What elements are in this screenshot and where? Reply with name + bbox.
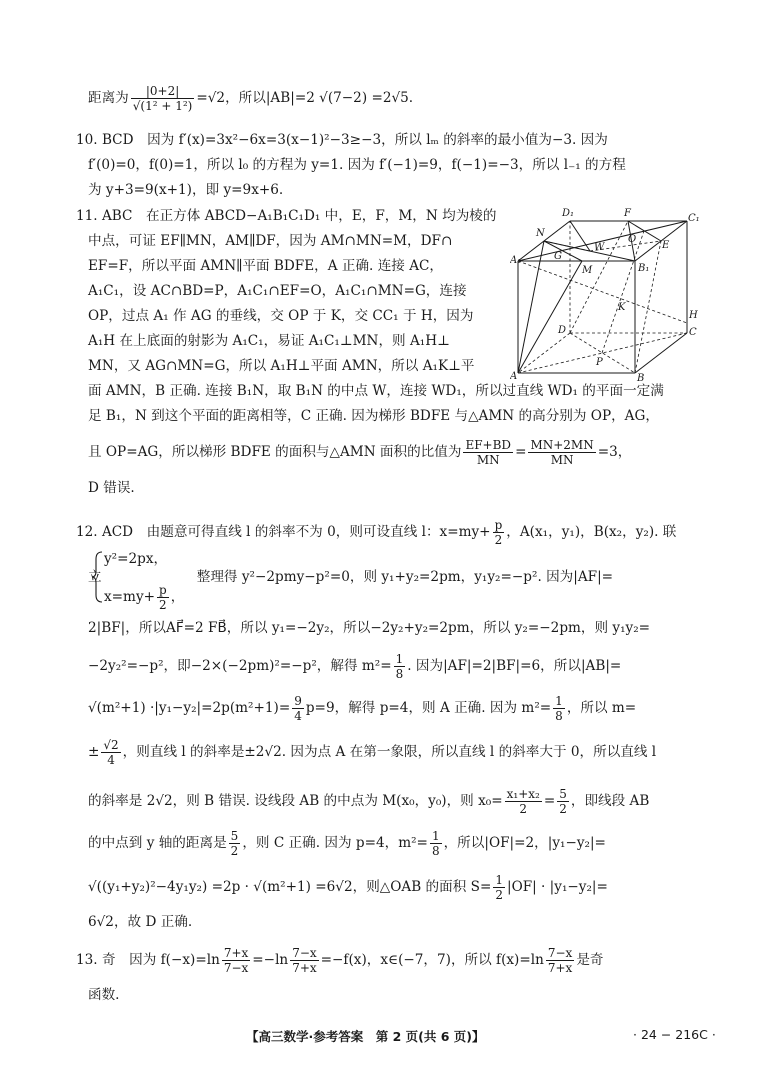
fraction-numerator: 7−x [547, 946, 573, 960]
vertex-label: M [582, 265, 593, 276]
fraction-numerator: x₁+x₂ [506, 787, 540, 801]
answer-line: D 错误. [88, 480, 135, 496]
fraction-numerator: 1 [395, 652, 404, 666]
vertex-label: P [596, 357, 603, 368]
fraction-denominator: 7−x [223, 961, 249, 975]
equation-brace [92, 551, 104, 609]
fraction-numerator: p [494, 518, 503, 532]
fraction [290, 946, 318, 975]
answer-line [88, 438, 631, 467]
text-run: =−f(x)，x∈(−7，7)，所以 f(x)=ln [320, 952, 544, 968]
fraction-numerator: 5 [559, 787, 567, 801]
vertex-label: F [624, 208, 631, 219]
fraction-denominator: 2 [519, 802, 528, 816]
fraction [157, 583, 169, 612]
fraction-denominator: √(1² + 1²) [132, 99, 193, 113]
fraction-numerator: MN+2MN [530, 438, 594, 452]
fraction [493, 518, 505, 547]
text-run: 的斜率是 2√2，则 B 错误. 设线段 AB 的中点为 M(x₀，y₀)，则 x₀= [88, 793, 503, 809]
fraction-numerator: 9 [294, 694, 302, 708]
text-run: √((y₁+y₂)²−4y₁y₂) =2p · √(m²+1) =6√2，则△OAB 的面积 S= [88, 879, 492, 895]
fraction-numerator: 1 [431, 829, 440, 843]
answer-line [88, 652, 621, 681]
answer-line: 面 AMN，B 正确. 连接 B₁N，取 B₁N 的中点 W，连接 WD₁，所以过直线 WD₁ 的平面一定满 [88, 383, 664, 399]
text-run: 是奇 [576, 952, 604, 968]
fraction-denominator: 2 [494, 533, 503, 547]
text-run: ，所以 m= [566, 700, 637, 716]
fraction [229, 829, 241, 858]
text-run: . 因为|AF|=2|BF|=6，所以|AB|= [407, 658, 622, 674]
text-run: ± [88, 744, 100, 760]
answer-line: y²=2px， [104, 551, 168, 567]
vertex-label: D₁ [562, 208, 575, 219]
text-run: |OF| · |y₁−y₂|= [506, 879, 608, 895]
fraction-numerator: p [159, 583, 167, 597]
vertex-label: A [510, 371, 518, 382]
fraction-denominator: 8 [395, 667, 404, 681]
answer-line: 中点，可证 EF∥MN，AM∥DF，因为 AM∩MN=M，DF∩ [88, 233, 453, 249]
cube-figure [510, 205, 702, 383]
fraction-denominator: 7+x [547, 961, 573, 975]
answer-line: A₁C₁，设 AC∩BD=P，A₁C₁∩EF=O，A₁C₁∩MN=G，连接 [88, 283, 467, 299]
answer-line: 2|BF|，所以AF⃗=2 FB⃗，所以 y₁=−2y₂，所以−2y₂+y₂=2pm，所以 y₂=−2pm，则 y₁y₂= [88, 620, 651, 636]
vertex-label: O [628, 234, 637, 245]
answer-line [76, 518, 676, 547]
answer-line [88, 84, 413, 113]
answer-line: 为 y+3=9(x+1)，即 y=9x+6. [88, 182, 284, 198]
answer-line: 足 B₁，N 到这个平面的距离相等，C 正确. 因为梯形 BDFE 与△AMN 的高分别为 OP，AG， [88, 408, 659, 424]
text-run: √(m²+1) ·|y₁−y₂|=2p(m²+1)= [88, 700, 291, 716]
answer-line [88, 694, 636, 723]
vertex-label: B [637, 373, 645, 383]
fraction [430, 829, 442, 858]
vertex-label: D [558, 325, 567, 336]
text-run: = [515, 444, 527, 460]
fraction [292, 694, 304, 723]
fraction-denominator: MN [476, 453, 500, 467]
text-run: ，A(x₁，y₁)，B(x₂，y₂). 联 [506, 524, 677, 540]
answer-line [88, 873, 608, 902]
answer-line: 函数. [88, 987, 120, 1003]
footer-title: 【高三数学·参考答案 第 2 页(共 6 页)】 [246, 1029, 485, 1044]
fraction-denominator: MN [550, 453, 574, 467]
answer-line [88, 787, 649, 816]
answer-line: EF=F，所以平面 AMN∥平面 BDFE，A 正确. 连接 AC， [88, 258, 444, 274]
fraction-numerator: 1 [495, 873, 503, 887]
vertex-label: B₁ [638, 263, 650, 274]
fraction [493, 873, 505, 902]
answer-line: 10. BCD 因为 f′(x)=3x²−6x=3(x−1)²−3≥−3，所以 lₘ 的斜率的最小值为−3. 因为 [76, 132, 608, 148]
fraction-numerator: EF+BD [465, 438, 512, 452]
fraction [553, 694, 565, 723]
footer-code: · 24 − 216C · [633, 1027, 716, 1042]
vertex-label: W [594, 242, 605, 253]
fraction-denominator: 2 [495, 888, 503, 902]
fraction-denominator: 7+x [292, 961, 317, 975]
fraction [528, 438, 595, 467]
text-run: ， [170, 589, 185, 605]
vertex-label: G [554, 251, 562, 262]
fraction [101, 738, 120, 767]
answer-line [88, 738, 656, 767]
text-run: −2y₂²=−p²，即−2×(−2pm)²=−p²，解得 m²= [88, 658, 392, 674]
text-run: 距离为 [88, 90, 129, 106]
fraction-denominator: 4 [107, 753, 115, 767]
text-run: =−ln [252, 952, 289, 968]
text-run: 的中点到 y 轴的距离是 [88, 835, 227, 851]
text-run: 且 OP=AG，所以梯形 BDFE 的面积与△AMN 面积的比值为 [88, 444, 462, 460]
answer-line: OP，过点 A₁ 作 AG 的垂线，交 OP 于 K，交 CC₁ 于 H，因为 [88, 308, 474, 324]
text-run: =√2，所以|AB|=2 √(7−2) =2√5. [196, 90, 414, 106]
vertex-label: C₁ [688, 213, 700, 224]
fraction-numerator: |0+2| [131, 84, 195, 99]
fraction [394, 652, 406, 681]
fraction [131, 84, 195, 113]
vertex-label: N [536, 228, 545, 239]
text-run: ，则直线 l 的斜率是±2√2. 因为点 A 在第一象限，所以直线 l 的斜率大于 0，所以直线 l [122, 744, 657, 760]
fraction-numerator: 1 [555, 694, 563, 708]
text-run: ，即线段 AB [570, 793, 650, 809]
answer-line: 6√2，故 D 正确. [88, 914, 193, 930]
fraction-denominator: 2 [559, 802, 567, 816]
text-run: = [543, 793, 556, 809]
text-run: x=my+ [104, 589, 156, 605]
fraction [222, 946, 250, 975]
text-run: p=9，解得 p=4，则 A 正确. 因为 m²= [305, 700, 552, 716]
fraction-denominator: 2 [230, 844, 239, 858]
text-run: =3， [597, 444, 632, 460]
fraction-numerator: √2 [103, 738, 119, 752]
vertex-label: H [689, 310, 698, 321]
fraction-denominator: 4 [294, 709, 302, 723]
fraction [463, 438, 513, 467]
answer-line: 11. ABC 在正方体 ABCD−A₁B₁C₁D₁ 中，E，F，M，N 均为棱的 [76, 208, 497, 224]
fraction-numerator: 7+x [223, 946, 249, 960]
text-run: 整理得 y²−2pmy−p²=0，则 y₁+y₂=2pm，y₁y₂=−p². 因为|AF|= [196, 569, 614, 585]
fraction [505, 787, 542, 816]
fraction-denominator: 8 [555, 709, 563, 723]
answer-line [104, 583, 184, 612]
answer-line: MN，又 AG∩MN=G，所以 A₁H⊥平面 AMN，所以 A₁K⊥平 [88, 358, 475, 374]
text-run: 13. 奇 因为 f(−x)=ln [76, 952, 220, 968]
text-run: ，则 C 正确. 因为 p=4，m²= [242, 835, 428, 851]
vertex-label: A₁ [510, 255, 522, 266]
text-run: 12. ACD 由题意可得直线 l 的斜率不为 0，则可设直线 l：x=my+ [76, 524, 491, 540]
fraction-numerator: 5 [230, 829, 239, 843]
text-run: ，所以|OF|=2，|y₁−y₂|= [443, 835, 606, 851]
vertex-label: C [689, 327, 697, 338]
answer-line [88, 829, 606, 858]
fraction-numerator: 7−x [292, 946, 317, 960]
fraction-denominator: 2 [159, 598, 167, 612]
answer-line [76, 946, 604, 975]
fraction [546, 946, 574, 975]
answer-line: A₁H 在上底面的射影为 A₁C₁，易证 A₁C₁⊥MN，则 A₁H⊥ [88, 333, 450, 349]
vertex-label: K [618, 302, 626, 313]
answer-line: f′(0)=0，f(0)=1，所以 l₀ 的方程为 y=1. 因为 f′(−1)=9，f(−1)=−3，所以 l₋₁ 的方程 [88, 157, 626, 173]
fraction-denominator: 8 [431, 844, 440, 858]
vertex-label: E [662, 240, 670, 251]
text-run: 立 [88, 569, 102, 585]
fraction [557, 787, 569, 816]
